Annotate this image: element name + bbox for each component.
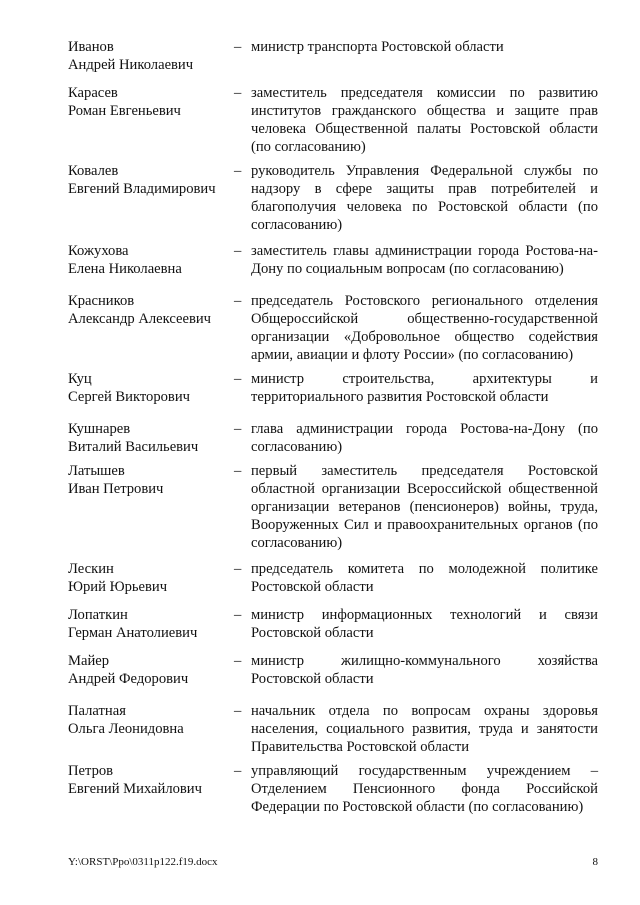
- dash-separator: –: [234, 421, 242, 437]
- member-entry: [68, 762, 598, 816]
- dash-separator: –: [234, 39, 242, 55]
- member-role: министр жилищно-коммунального хозяйства Ростовской области: [251, 653, 598, 687]
- member-given-names: Иван Петрович: [68, 481, 164, 497]
- member-entry: [68, 652, 598, 688]
- member-given-names: Андрей Николаевич: [68, 57, 194, 73]
- member-role: министр информационных технологий и связи Ростовской области: [251, 607, 598, 641]
- member-given-names: Евгений Михайлович: [68, 781, 202, 797]
- dash-separator: –: [234, 85, 242, 101]
- member-role: начальник отдела по вопросам охраны здоровья населения, социального развития, труда и занятости Правительства Ростовской области: [251, 703, 598, 755]
- member-role: председатель Ростовского регионального отделения Общероссийской общественно-государственной организации «Добровольное общество содействия армии, авиации и флоту России» (по согласованию): [251, 293, 598, 363]
- member-entry: [68, 162, 598, 234]
- member-role: первый заместитель председателя Ростовской областной организации Всероссийской общественной организации ветеранов (пенсионеров) войны, труда, Вооруженных Сил и правоохранительных органов (по согласованию): [251, 463, 598, 551]
- dash-separator: –: [234, 371, 242, 387]
- dash-separator: –: [234, 763, 242, 779]
- member-name: [68, 606, 234, 642]
- member-surname: Карасев: [68, 85, 118, 101]
- member-name: [68, 84, 234, 120]
- member-name: [68, 162, 234, 198]
- dash-separator: –: [234, 463, 242, 479]
- member-role: министр строительства, архитектуры и территориального развития Ростовской области: [251, 371, 598, 405]
- member-role: министр транспорта Ростовской области: [251, 39, 504, 55]
- page-footer: [68, 856, 598, 869]
- member-name: [68, 652, 234, 688]
- member-surname: Куц: [68, 371, 92, 387]
- member-surname: Ковалев: [68, 163, 119, 179]
- member-given-names: Александр Алексеевич: [68, 311, 212, 327]
- dash-separator: –: [234, 653, 242, 669]
- member-surname: Майер: [68, 653, 110, 669]
- member-given-names: Андрей Федорович: [68, 671, 189, 687]
- member-name: [68, 242, 234, 278]
- member-name: [68, 370, 234, 406]
- member-entry: [68, 606, 598, 642]
- dash-separator: –: [234, 703, 242, 719]
- footer-file-path: Y:\ORST\Ppo\0311p122.f19.docx: [68, 856, 218, 868]
- dash-separator: –: [234, 293, 242, 309]
- dash-separator: –: [234, 607, 242, 623]
- member-surname: Лопаткин: [68, 607, 128, 623]
- member-given-names: Ольга Леонидовна: [68, 721, 184, 737]
- member-entry: [68, 420, 598, 456]
- member-given-names: Виталий Васильевич: [68, 439, 199, 455]
- member-entry: [68, 84, 598, 156]
- member-surname: Кушнарев: [68, 421, 131, 437]
- member-name: [68, 462, 234, 498]
- member-surname: Красников: [68, 293, 135, 309]
- member-given-names: Юрий Юрьевич: [68, 579, 168, 595]
- member-role: руководитель Управления Федеральной службы по надзору в сфере защиты прав потребителей и благополучия человека по Ростовской области (по согласованию): [251, 163, 598, 233]
- member-given-names: Герман Анатолиевич: [68, 625, 198, 641]
- member-given-names: Сергей Викторович: [68, 389, 190, 405]
- member-surname: Лескин: [68, 561, 114, 577]
- dash-separator: –: [234, 163, 242, 179]
- member-role: заместитель главы администрации города Ростова-на-Дону по социальным вопросам (по согласованию): [251, 243, 598, 277]
- member-given-names: Евгений Владимирович: [68, 181, 216, 197]
- footer-page-number: 8: [592, 856, 598, 868]
- member-entry: [68, 462, 598, 552]
- member-surname: Петров: [68, 763, 114, 779]
- member-role: глава администрации города Ростова-на-Дону (по согласованию): [251, 421, 598, 455]
- member-surname: Иванов: [68, 39, 114, 55]
- member-name: [68, 38, 234, 74]
- member-name: [68, 420, 234, 456]
- member-surname: Кожухова: [68, 243, 129, 259]
- dash-separator: –: [234, 561, 242, 577]
- member-entry: [68, 560, 598, 596]
- member-surname: Палатная: [68, 703, 126, 719]
- member-name: [68, 292, 234, 328]
- member-name: [68, 560, 234, 596]
- member-name: [68, 702, 234, 738]
- member-entry: [68, 702, 598, 756]
- member-given-names: Роман Евгеньевич: [68, 103, 181, 119]
- member-role: управляющий государственным учреждением – Отделением Пенсионного фонда Российской Федерации по Ростовской области (по согласованию): [251, 763, 598, 815]
- member-entry: [68, 370, 598, 406]
- dash-separator: –: [234, 243, 242, 259]
- member-role: заместитель председателя комиссии по развитию институтов гражданского общества и защите прав человека Общественной палаты Ростовской области (по согласованию): [251, 85, 598, 155]
- member-entry: [68, 242, 598, 278]
- member-entry: [68, 38, 598, 74]
- member-role: председатель комитета по молодежной политике Ростовской области: [251, 561, 598, 595]
- member-surname: Латышев: [68, 463, 125, 479]
- member-given-names: Елена Николаевна: [68, 261, 182, 277]
- member-name: [68, 762, 234, 798]
- member-entry: [68, 292, 598, 364]
